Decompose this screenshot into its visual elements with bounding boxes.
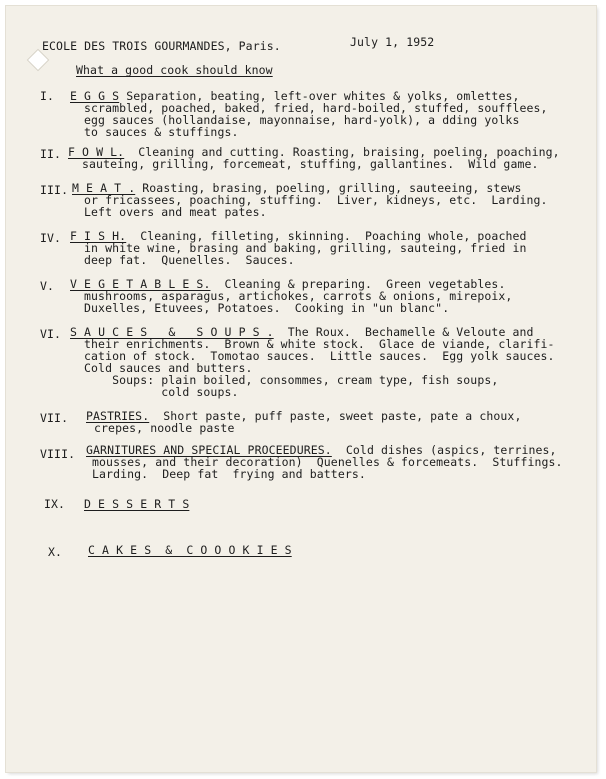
item-4-line-1: F I S H. Cleaning, filleting, skinning. Poaching whole, poached xyxy=(70,229,527,243)
item-number-9: IX. xyxy=(44,497,66,511)
item-4-line-2: in white wine, brasing and baking, grilling, sauteing, fried in xyxy=(84,241,527,255)
item-6-line-1: S A U C E S & S O U P S . The Roux. Bechamelle & Veloute and xyxy=(70,325,534,339)
item-5-line-2: mushrooms, asparagus, artichokes, carrots & onions, mirepoix, xyxy=(84,289,513,303)
item-7-title: PASTRIES. xyxy=(86,409,150,423)
item-4-line-3: deep fat. Quenelles. Sauces. xyxy=(84,253,295,267)
item-1-line-3: egg sauces (hollandaise, mayonnaise, hard-yolk), a dding yolks xyxy=(84,113,520,127)
item-number-7: VII. xyxy=(40,411,69,425)
item-7-line-2: crepes, noodle paste xyxy=(94,421,235,435)
item-number-1: I. xyxy=(40,89,55,103)
item-number-4: IV. xyxy=(40,231,62,245)
item-3-title: M E A T . xyxy=(72,181,136,195)
item-4-title: F I S H. xyxy=(70,229,127,243)
school-heading: ECOLE DES TROIS GOURMANDES, Paris. xyxy=(42,39,281,53)
item-number-8: VIII. xyxy=(40,447,76,461)
item-2-line-1: F O W L. Cleaning and cutting. Roasting, braising, poeling, poaching, xyxy=(68,145,560,159)
item-number-2: II. xyxy=(40,147,62,161)
item-6-line-2: their enrichments. Brown & white stock. Glace de viande, clarifi- xyxy=(84,337,555,351)
item-6-title: S A U C E S & S O U P S . xyxy=(70,325,274,339)
item-number-10: X. xyxy=(48,545,63,559)
item-1-line-1: E G G S Separation, beating, left-over whites & yolks, omlettes, xyxy=(70,89,520,103)
item-3-line-2: or fricassees, poaching, stuffing. Liver, kidneys, etc. Larding. xyxy=(84,193,548,207)
item-6-line-3: cation of stock. Tomotao sauces. Little sauces. Egg yolk sauces. xyxy=(84,349,555,363)
item-1-line-4: to sauces & stuffings. xyxy=(84,125,239,139)
item-8-title: GARNITURES AND SPECIAL PROCEEDURES. xyxy=(86,443,332,457)
item-8-line-2: mousses, and their decoration) Quenelles & forcemeats. Stuffings. xyxy=(92,455,563,469)
item-1-title: E G G S xyxy=(70,89,120,103)
item-8-line-1: GARNITURES AND SPECIAL PROCEEDURES. Cold dishes (aspics, terrines, xyxy=(86,443,557,457)
item-5-line-3: Duxelles, Etuvees, Potatoes. Cooking in "un blanc". xyxy=(84,301,450,315)
item-5-title: V E G E T A B L E S. xyxy=(70,277,211,291)
document-date: July 1, 1952 xyxy=(350,35,435,49)
item-3-line-3: Left overs and meat pates. xyxy=(84,205,267,219)
item-9-title: D E S S E R T S xyxy=(84,497,190,511)
item-7-line-1: PASTRIES. Short paste, puff paste, sweet paste, pate a choux, xyxy=(86,409,522,423)
item-10-title: C A K E S & C O O O K I E S xyxy=(88,543,292,557)
item-number-6: VI. xyxy=(40,327,62,341)
item-number-3: III. xyxy=(40,183,69,197)
item-2-line-2: sauteing, grilling, forcemeat, stuffing, gallantines. Wild game. xyxy=(82,157,539,171)
item-6-line-4: Cold sauces and butters. xyxy=(84,361,253,375)
item-8-line-3: Larding. Deep fat frying and batters. xyxy=(92,467,366,481)
item-number-5: V. xyxy=(40,279,55,293)
item-1-line-2: scrambled, poached, baked, fried, hard-boiled, stuffed, soufflees, xyxy=(84,101,548,115)
document-subtitle: What a good cook should know xyxy=(76,63,273,77)
item-6-line-5: Soups: plain boiled, consommes, cream type, fish soups, xyxy=(84,373,499,387)
item-2-title: F O W L. xyxy=(68,145,125,159)
item-6-line-6: cold soups. xyxy=(84,385,239,399)
item-3-line-1: M E A T . Roasting, brasing, poeling, grilling, sauteeing, stews xyxy=(72,181,522,195)
item-5-line-1: V E G E T A B L E S. Cleaning & preparing. Green vegetables. xyxy=(70,277,506,291)
